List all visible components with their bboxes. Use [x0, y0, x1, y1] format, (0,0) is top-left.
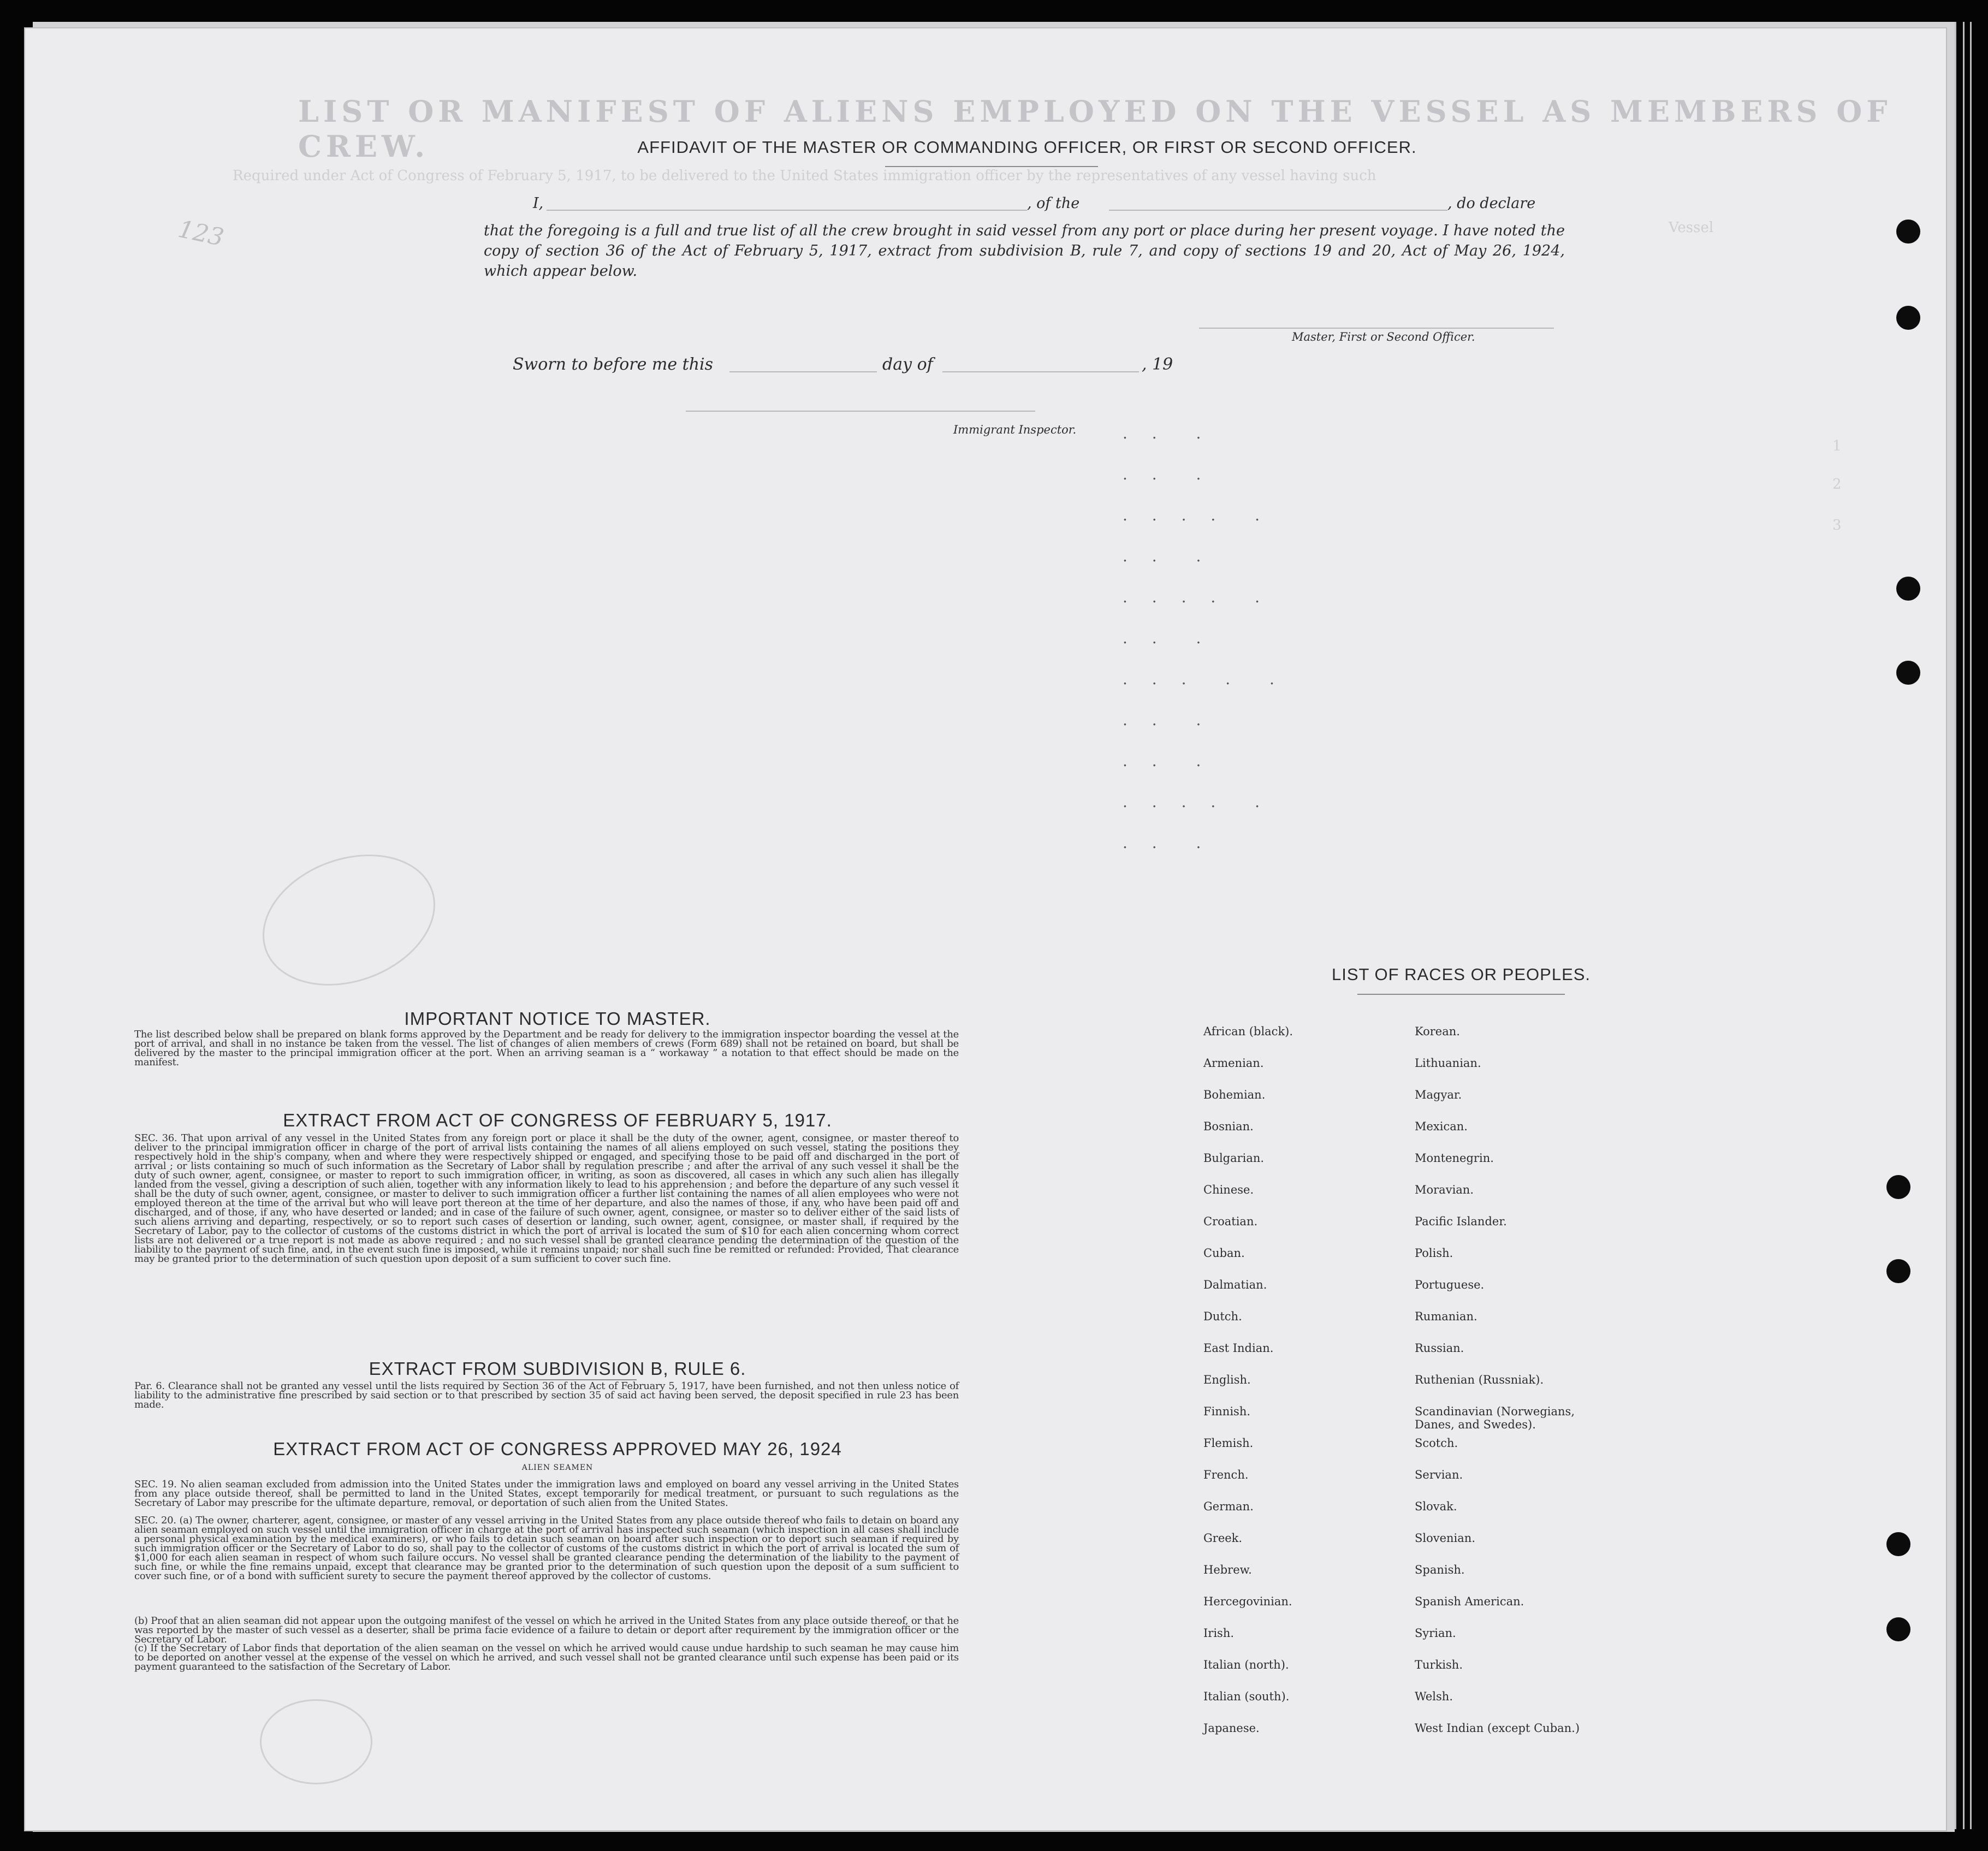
page-edge — [1955, 22, 1956, 1829]
race-item: Greek. — [1203, 1532, 1243, 1545]
handwritten-number: 123 — [175, 215, 227, 252]
sworn-day-field[interactable] — [729, 371, 877, 372]
race-item: Russian. — [1415, 1342, 1464, 1355]
race-item: Slovenian. — [1415, 1532, 1475, 1545]
page-edge — [1963, 22, 1965, 1829]
dot-leader: . . . . . — [1123, 670, 1284, 688]
notice-text: The list described below shall be prepared on blank forms approved by the Department and be ready for delivery to the immigration inspector boarding the vessel at the port of arrival, and shall in no instance be taken from the vessel. The list of changes of alien members of crews (Form 689) shall not be retained on board, but shall be delivered by the master to the principal immigration officer at the port. When an arriving seaman is a “ workaway ” a notation to that effect should be made on the manifest. — [134, 1029, 959, 1068]
race-item: Bosnian. — [1203, 1120, 1254, 1133]
race-item: Mexican. — [1415, 1120, 1468, 1133]
sec20a-text: SEC. 20. (a) The owner, charterer, agent, consignee, or master of any vessel arriving in the United States from any place outside thereof who fails to detain on board any alien seaman employed on such vessel until the immigration officer in charge at the port of arrival has inspected such seaman (which inspection in all cases shall include a personal physical examination by the medical examiners), or who fails to detain such seaman on board after such inspection or to deport such seaman if required by such immigration officer or the Secretary of Labor to do so, shall pay to the collector of customs of the customs district in which the port of arrival is located the sum of $1,000 for each alien seaman in respect of whom such failure occurs. No vessel shall be granted clearance pending the determination of the liability to the payment of such fine, or while the fine remains unpaid, except that clearance may be granted prior to the determination of such question upon the deposit of a sum sufficient to cover such fine, or of a bond with sufficient surety to secure the payment thereof approved by the collector of customs. — [134, 1515, 959, 1582]
race-item: Montenegrin. — [1415, 1152, 1494, 1165]
sec20c-text: (c) If the Secretary of Labor finds that deportation of the alien seaman on the vessel on which he arrived would cause undue hardship to such seaman he may cause him to be deported on another vessel at the expense of the vessel on which he arrived, and such vessel shall not be granted clearance until such expense has been paid or its payment guaranteed to the satisfaction of the Secretary of Labor. — [134, 1642, 959, 1672]
year-label: , 19 — [1142, 355, 1173, 374]
race-item: Scotch. — [1415, 1437, 1458, 1450]
punch-hole — [1886, 1532, 1910, 1556]
sworn-label: Sworn to before me this — [513, 355, 714, 374]
race-item: East Indian. — [1203, 1342, 1274, 1355]
page-edge — [1970, 22, 1972, 1829]
extract-1917-title: EXTRACT FROM ACT OF CONGRESS OF FEBRUARY 5, 1917. — [283, 1110, 832, 1130]
race-item: French. — [1203, 1468, 1249, 1481]
dot-leader: . . . — [1123, 424, 1211, 442]
punch-hole — [1886, 1617, 1910, 1641]
race-item: Scandinavian (Norwegians, Danes, and Swedes). — [1415, 1405, 1575, 1431]
sec19-text: SEC. 19. No alien seaman excluded from admission into the United States under the immigration laws and employed on board any vessel arriving in the United States from any place outside thereof, shall be permitted to land in the United States, except temporarily for medical treatment, or pursuant to such regulations as the Secretary of Labor may prescribe for the ultimate departure, removal, or deportation of such alien from the United States. — [134, 1479, 959, 1509]
bleedthrough-heading: LIST OR MANIFEST OF ALIENS EMPLOYED ON THE VESSEL AS MEMBERS OF CREW. — [298, 94, 1892, 164]
divider — [885, 166, 1098, 167]
of-the-label: , of the — [1027, 195, 1080, 212]
race-item: Slovak. — [1415, 1500, 1457, 1513]
extract-rule6-text: Par. 6. Clearance shall not be granted any vessel until the lists required by Section 36 of the Act of February 5, 1917, have been furnished, and not then unless notice of liability to the administrative fine prescribed by said section or to that prescribed by section 35 of said act having been served, the deposit specified in rule 23 has been made. — [134, 1380, 959, 1410]
bleedthrough-row-number: 3 — [1832, 517, 1842, 533]
race-item: Chinese. — [1203, 1183, 1254, 1196]
extract-1917-text: SEC. 36. That upon arrival of any vessel in the United States from any foreign port or place it shall be the duty of the owner, agent, consignee, or master thereof to deliver to the principal immigration officer in charge of the port of arrival lists containing the names of all aliens employed on such vessel, stating the positions they respectively hold in the ship's company, when and where they were respectively shipped or engaged, and specifying those to be paid off and discharged in the port of arrival ; or lists containing so much of such information as the Secretary of Labor shall by regulation prescribe ; and after the arrival of any such vessel it shall be the duty of such owner, agent, consignee, or master to report to such immigration officer, in writing, as soon as discovered, all cases in which any such alien has illegally landed from the vessel, giving a description of such alien, together with any information likely to lead to his apprehension ; and before the departure of any such vessel it shall be the duty of such owner, agent, consignee, or master to deliver to such immigration officer a further list containing the names of all alien employees who were not employed thereon at the time of the arrival but who will leave port thereon at the time of her departure, and also the names of those, if any, who have been paid off and discharged, and of those, if any, who have deserted or landed; and in case of the failure of such owner, agent, consignee, or master so to deliver either of the said lists of such aliens arriving and departing, respectively, or so to report such cases of desertion or landing, such owner, agent, consignee, or master shall, if required by the Secretary of Labor, pay to the collector of customs of the customs district in which the port of arrival is located the sum of $10 for each alien concerning whom correct lists are not delivered or a true report is not made as above required ; and no such vessel shall be granted clearance pending the determination of the question of the liability to the payment of such fine, and, in the event such fine is imposed, while it remains unpaid; nor shall such fine be remitted or refunded: Provided, That clearance may be granted prior to the determination of such question upon deposit of a sum sufficient to cover such fine. — [134, 1132, 959, 1265]
punch-hole — [1896, 306, 1920, 330]
dot-leader: . . . . . — [1123, 506, 1270, 524]
race-item: Rumanian. — [1415, 1310, 1477, 1323]
race-item: Hercegovinian. — [1203, 1595, 1292, 1608]
declarant-name-field[interactable] — [547, 210, 1027, 211]
race-item: Moravian. — [1415, 1183, 1474, 1196]
dot-leader: . . . — [1123, 547, 1211, 565]
race-item: Lithuanian. — [1415, 1057, 1481, 1070]
race-item: Magyar. — [1415, 1088, 1462, 1101]
stamp-impression — [260, 1699, 372, 1784]
sec20b-text: (b) Proof that an alien seaman did not appear upon the outgoing manifest of the vessel on which he arrived in the United States from any place outside thereof, or that he was reported by the master of such vessel as a deserter, shall be prima facie evidence of a failure to detain or deport after requirement by the immigration officer or the Secretary of Labor. — [134, 1615, 959, 1645]
vessel-name-field[interactable] — [1109, 210, 1447, 211]
race-item: Armenian. — [1203, 1057, 1264, 1070]
race-item: Hebrew. — [1203, 1563, 1252, 1576]
day-of-label: day of — [882, 355, 933, 374]
race-item: Italian (south). — [1203, 1690, 1290, 1703]
punch-hole — [1896, 661, 1920, 685]
race-item: English. — [1203, 1373, 1251, 1386]
race-item: Bulgarian. — [1203, 1152, 1265, 1165]
race-item: African (black). — [1203, 1025, 1293, 1038]
punch-hole — [1896, 219, 1920, 244]
stamp-impression — [244, 832, 454, 1008]
race-item: Finnish. — [1203, 1405, 1251, 1418]
bleedthrough-text: Vessel — [1669, 219, 1714, 236]
form-page — [25, 28, 1946, 1830]
race-item: Pacific Islander. — [1415, 1215, 1507, 1228]
race-item: Spanish. — [1415, 1563, 1465, 1576]
race-item: West Indian (except Cuban.) — [1415, 1722, 1580, 1735]
race-item: Italian (north). — [1203, 1658, 1289, 1671]
bleedthrough-row-number: 2 — [1832, 476, 1842, 493]
dot-leader: . . . — [1123, 465, 1211, 483]
race-item: Ruthenian (Russniak). — [1415, 1373, 1544, 1386]
punch-hole — [1886, 1175, 1910, 1199]
races-title: LIST OF RACES OR PEOPLES. — [1331, 965, 1591, 984]
master-signature-label: Master, First or Second Officer. — [1292, 330, 1475, 343]
affidavit-title: AFFIDAVIT OF THE MASTER OR COMMANDING OFFICER, OR FIRST OR SECOND OFFICER. — [637, 138, 1417, 157]
extract-rule6-title: EXTRACT FROM SUBDIVISION B, RULE 6. — [369, 1358, 746, 1379]
race-item: Cuban. — [1203, 1247, 1245, 1260]
dot-leader: . . . . . — [1123, 588, 1270, 606]
dot-leader: . . . — [1123, 629, 1211, 647]
sworn-month-field[interactable] — [942, 371, 1139, 372]
dot-leader: . . . — [1123, 711, 1211, 729]
declaration-text: that the foregoing is a full and true list of all the crew brought in said vessel from any port or place during her present voyage. I have noted the copy of section 36 of the Act of February 5, 1917, extract from subdivision B, rule 7, and copy of sections 19 and 20, Act of May 26, 1924, which appear below. — [484, 222, 1565, 280]
bleedthrough-text: Required under Act of Congress of February 5, 1917, to be delivered to the United States immigration officer by the representatives of any vessel having such — [233, 168, 1376, 184]
race-item: Irish. — [1203, 1627, 1235, 1640]
bleedthrough-row-number: 1 — [1832, 438, 1842, 454]
punch-hole — [1896, 577, 1920, 601]
extract-1924-subtitle: ALIEN SEAMEN — [521, 1463, 594, 1472]
master-signature-field[interactable] — [1199, 328, 1554, 329]
race-item: Welsh. — [1415, 1690, 1453, 1703]
extract-1924-title: EXTRACT FROM ACT OF CONGRESS APPROVED MAY 26, 1924 — [273, 1439, 842, 1459]
dot-leader: . . . . . — [1123, 793, 1270, 811]
race-item: Servian. — [1415, 1468, 1463, 1481]
race-item: Polish. — [1415, 1247, 1453, 1260]
race-item: Turkish. — [1415, 1658, 1463, 1671]
dot-leader: . . . — [1123, 752, 1211, 770]
inspector-signature-field[interactable] — [686, 411, 1035, 412]
race-item: Croatian. — [1203, 1215, 1258, 1228]
race-item: Dalmatian. — [1203, 1278, 1267, 1291]
divider — [1357, 994, 1565, 995]
declarant-prefix: I, — [533, 195, 544, 212]
race-item: Portuguese. — [1415, 1278, 1485, 1291]
race-item: Flemish. — [1203, 1437, 1254, 1450]
do-declare-label: , do declare — [1447, 195, 1536, 212]
race-item: Bohemian. — [1203, 1088, 1266, 1101]
punch-hole — [1886, 1259, 1910, 1283]
race-item: Spanish American. — [1415, 1595, 1524, 1608]
race-item: German. — [1203, 1500, 1254, 1513]
race-item: Japanese. — [1203, 1722, 1260, 1735]
notice-title: IMPORTANT NOTICE TO MASTER. — [404, 1008, 711, 1029]
dot-leader: . . . — [1123, 834, 1211, 852]
race-item: Syrian. — [1415, 1627, 1456, 1640]
race-item: Korean. — [1415, 1025, 1460, 1038]
race-item: Dutch. — [1203, 1310, 1242, 1323]
inspector-signature-label: Immigrant Inspector. — [953, 423, 1077, 436]
